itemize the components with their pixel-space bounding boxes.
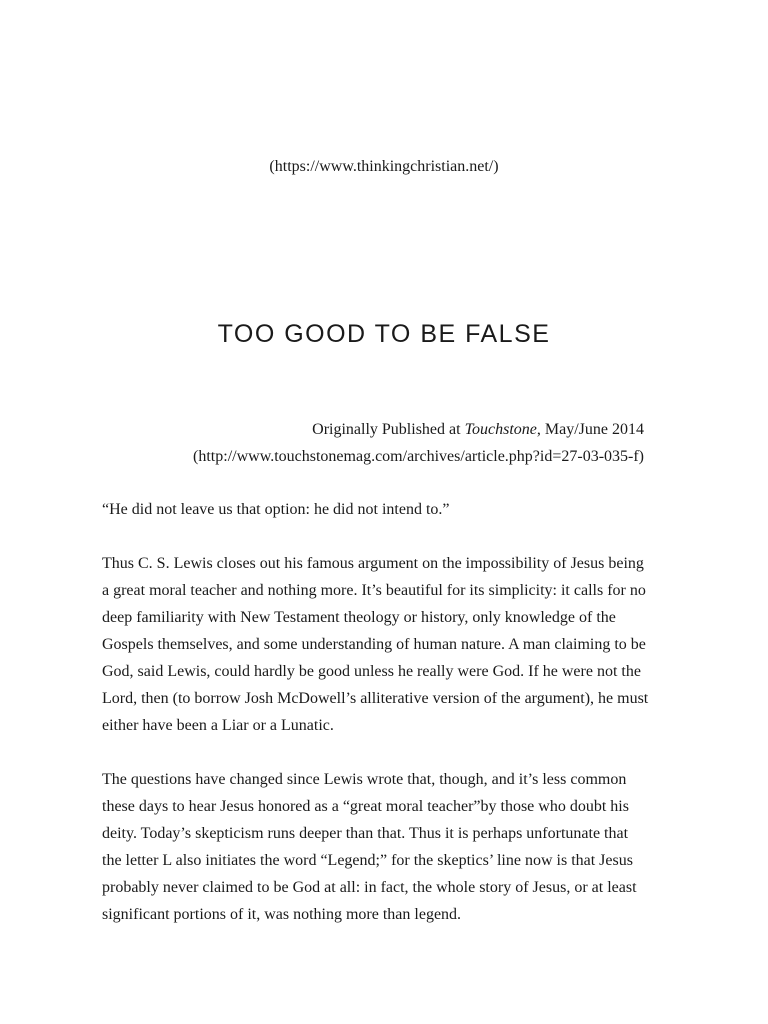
attribution-prefix: Originally Published at [312,421,465,438]
paragraph: Thus C. S. Lewis closes out his famous argument on the impossibility of Jesus being a great moral teacher and nothing more. It’s beautiful for its simplicity: it calls for no deep familiarity with New Testament theology or history, only knowledge of the Gospels themselves, and some understanding of human nature. A man claiming to be God, said Lewis, could hardly be good unless he really were God. If he were not the Lord, then (to borrow Josh McDowell’s alliterative version of the argument), he must either have been a Liar or a Lunatic. [102,555,649,734]
site-url-link[interactable]: (https://www.thinkingchristian.net/) [269,158,499,175]
paragraph: The questions have changed since Lewis wrote that, though, and it’s less common these days to hear Jesus honored as a “great moral teacher”by those who doubt his deity. Today’s skepticism runs deeper than that. Thus it is perhaps unfortunate that the letter L also initiates the word “Legend;” for the skeptics’ line now is that Jesus probably never claimed to be God at all: in fact, the whole story of Jesus, or at least significant portions of it, was nothing more than legend. [102,771,637,923]
attribution-line [84,416,644,443]
paragraph-quote: “He did not leave us that option: he did not intend to.” [102,501,450,518]
source-url-link[interactable]: (http://www.touchstonemag.com/archives/article.php?id=27-03-035-f) [193,448,644,465]
attribution [84,416,644,470]
article-body [102,496,650,955]
publication-name: Touchstone [464,421,537,438]
page-title: TOO GOOD TO BE FALSE [217,320,551,348]
publication-date: , May/June 2014 [536,421,644,438]
